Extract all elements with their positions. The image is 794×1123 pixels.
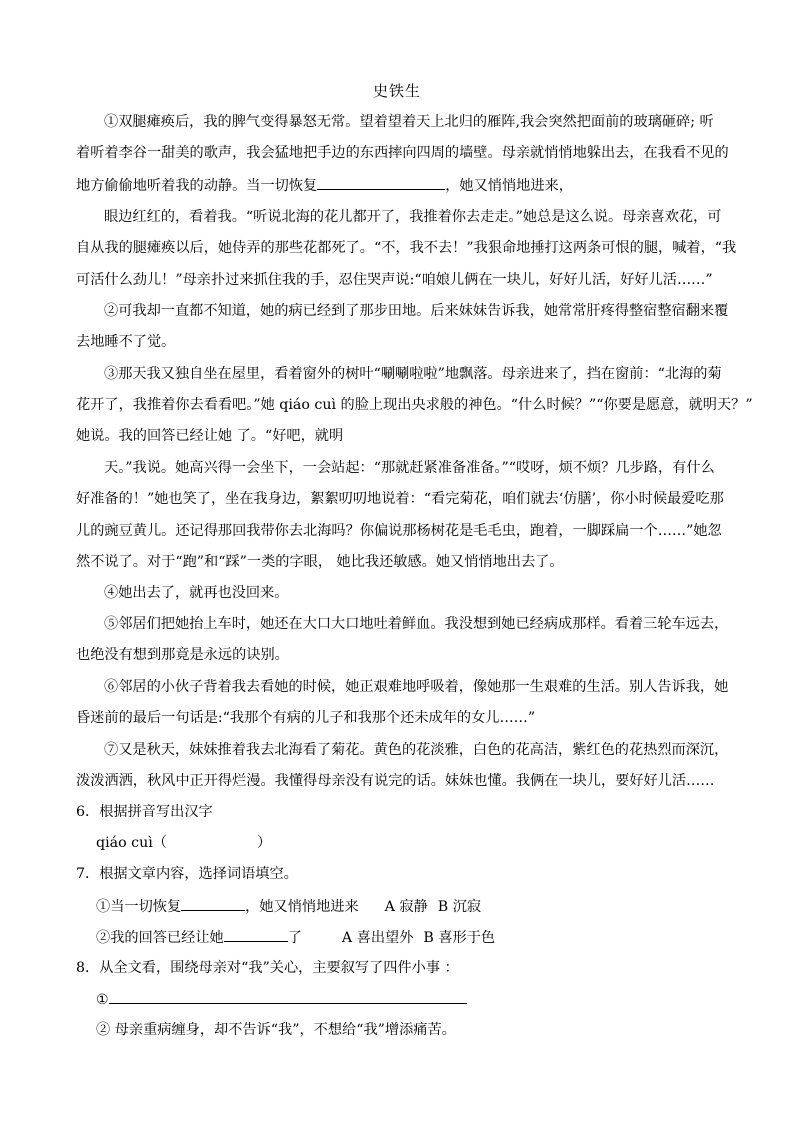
question-7-item-2: [96, 927, 495, 948]
passage-title: 史铁生: [372, 82, 421, 100]
question-6-label: 6．根据拼音写出汉字: [76, 804, 213, 820]
passage-line: 昏迷前的最后一句话是:“我那个有病的儿子和我那个还未成年的女儿……”: [76, 710, 536, 726]
passage-line: ②可我却一直都不知道，她的病已经到了那步田地。后来妹妹告诉我，她常常肝疼得整宿整宿翻来覆: [104, 303, 729, 319]
passage-line: 好准备的！”她也笑了，坐在我身边，絮絮叨叨地说着：“看完菊花，咱们就去‘仿膳’，你小时候最爱吃那: [76, 491, 724, 507]
passage-line: 着听着李谷一甜美的歌声，我会猛地把手边的东西摔向四周的墙壁。母亲就悄悄地躲出去，在我看不见的: [76, 145, 729, 161]
passage-line: ①双腿瘫痪后，我的脾气变得暴怒无常。望着望着天上北归的雁阵,我会突然把面前的玻璃砸碎; 听: [104, 114, 714, 130]
passage-line: 她说。我的回答已经让她 了。“好吧，就明: [76, 428, 344, 444]
question-8-item-2: ② 母亲重病缠身，却不告诉“我”，不想给“我”增添痛苦。: [96, 1022, 456, 1038]
passage-line: 儿的豌豆黄儿。还记得那回我带你去北海吗？你偏说那杨树花是毛毛虫，跑着，一脚踩扁一个……”她忽: [76, 523, 722, 539]
passage-line: ③那天我又独自坐在屋里，看着窗外的树叶“唰唰啦啦”地飘落。母亲进来了，挡在窗前：“北海的菊: [104, 366, 722, 382]
passage-line: 花开了，我推着你去看看吧。”她 qiáo cuì 的脸上现出央求般的神色。“什么时候？”“你要是愿意，就明天？”: [76, 397, 753, 413]
passage-line: 然不说了。对于“跑”和“踩”一类的字眼， 她比我还敏感。她又悄悄地出去了。: [76, 554, 564, 570]
passage-line-part: 地方偷偷地听着我的动静。当一切恢复: [76, 178, 318, 194]
passage-line: 可活什么劲儿！”母亲扑过来抓住我的手，忍住哭声说:“咱娘儿俩在一块儿，好好儿活，好好儿活……”: [76, 272, 713, 288]
option-a: A 寂静: [384, 899, 428, 915]
passage-line-part: ，她又悄悄地进来，: [445, 178, 573, 194]
passage-line: 泼泼洒洒，秋风中正开得烂漫。我懂得母亲没有说完的话。妹妹也懂。我俩在一块儿，要好好儿活……: [76, 773, 715, 789]
option-b: B 喜形于色: [423, 930, 496, 946]
item-number: ①: [96, 992, 109, 1008]
passage-line: 自从我的腿瘫痪以后，她侍弄的那些花都死了。“不，我不去！”我狠命地捶打这两条可恨的腿，喊着，“我: [76, 240, 737, 256]
item-text: ，她又悄悄地进来: [245, 899, 359, 915]
fill-blank[interactable]: [181, 896, 245, 911]
fill-blank[interactable]: [317, 175, 445, 190]
passage-line: 天。”我说。她高兴得一会坐下，一会站起：“那就赶紧准备准备。”“哎呀，烦不烦？几步路，有什么: [104, 460, 715, 476]
passage-line: ⑦又是秋天，妹妹推着我去北海看了菊花。黄色的花淡雅，白色的花高洁，紫红色的花热烈而深沉，: [104, 742, 729, 758]
passage-line: ④她出去了，就再也没回来。: [104, 585, 289, 601]
question-7-item-1: [96, 896, 481, 917]
question-6-answer: [96, 833, 271, 853]
passage-line: 去地睡不了觉。: [76, 334, 176, 350]
passage-line: 也绝没有想到那竟是永远的诀别。: [76, 647, 289, 663]
passage-line: ⑤邻居们把她抬上车时，她还在大口大口地吐着鲜血。我没想到她已经病成那样。看着三轮车远去，: [104, 616, 729, 632]
item-text: ①当一切恢复: [96, 899, 182, 915]
item-text: 了: [287, 930, 302, 946]
passage-line: 眼边红红的，看着我。“听说北海的花儿都开了，我推着你去走走。”她总是这么说。母亲喜欢花，可: [104, 209, 722, 225]
question-7-label: 7．根据文章内容，选择词语填空。: [76, 866, 298, 882]
pinyin-prompt: qiáo cuì（: [96, 835, 167, 851]
question-8-label: 8．从全文看，围绕母亲对“我”关心，主要叙写了四件小事 ：: [76, 960, 459, 976]
fill-blank[interactable]: [109, 989, 467, 1004]
close-paren: ）: [256, 835, 272, 851]
fill-blank[interactable]: [224, 927, 288, 942]
option-a: A 喜出望外: [341, 930, 414, 946]
question-8-item-1: [96, 989, 467, 1010]
passage-line: ⑥邻居的小伙子背着我去看她的时候，她正艰难地呼吸着，像她那一生艰难的生活。别人告诉我，她: [104, 679, 729, 695]
item-text: ②我的回答已经让她: [96, 930, 224, 946]
passage-line: [76, 175, 573, 196]
option-b: B 沉寂: [437, 899, 482, 915]
